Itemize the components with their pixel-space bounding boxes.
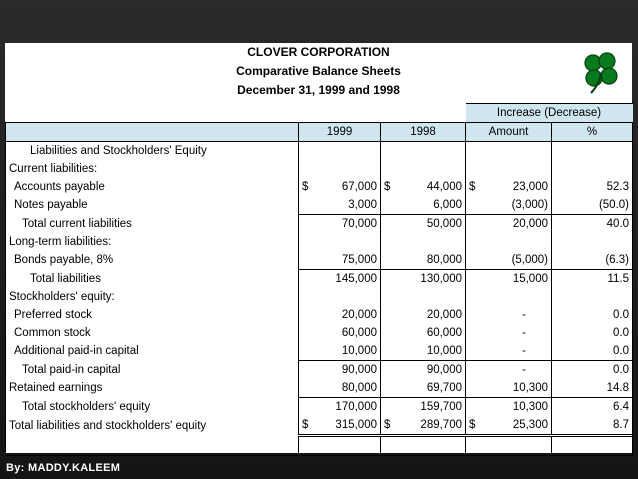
dollar-sign: $ [469, 181, 476, 193]
col-1999: 1999 [299, 123, 381, 142]
cell-value: (50.0) [598, 199, 629, 211]
cell-value: 3,000 [348, 199, 377, 211]
cell-value: 0.0 [613, 364, 629, 376]
row-label: Stockholders' equity: [6, 288, 299, 306]
table-row [6, 398, 633, 417]
cell-value: - [522, 327, 526, 339]
cell-y1998 [381, 398, 466, 417]
cell-value: 6,000 [433, 199, 462, 211]
cell-amount [466, 160, 552, 178]
cell-value: 15,000 [512, 273, 548, 285]
cell-value: 25,300 [512, 419, 548, 431]
dollar-sign: $ [469, 419, 476, 431]
cell-pct [552, 288, 633, 306]
cell-value: (5,000) [511, 254, 548, 266]
cell-amount [466, 416, 552, 436]
cell-amount [466, 178, 552, 196]
cell-y1999 [299, 270, 381, 289]
row-label: Total stockholders' equity [6, 398, 299, 417]
cell-value: 145,000 [335, 273, 377, 285]
cell-value: 60,000 [426, 327, 462, 339]
table-row [6, 178, 633, 196]
cell-value: 20,000 [426, 309, 462, 321]
table-row [6, 379, 633, 398]
row-label: Preferred stock [6, 306, 299, 324]
cell-y1999 [299, 379, 381, 398]
cell-value: - [522, 309, 526, 321]
cell-value: 10,000 [426, 345, 462, 357]
table-row [6, 160, 633, 178]
cell-y1999 [299, 196, 381, 215]
cell-pct [552, 398, 633, 417]
cell-value: 60,000 [341, 327, 377, 339]
cell-value: 70,000 [341, 218, 377, 230]
balance-table [5, 103, 633, 456]
cell-pct [552, 324, 633, 342]
row-label: Retained earnings [6, 379, 299, 398]
table-row [6, 416, 633, 436]
cell-value: 23,000 [512, 181, 548, 193]
cell-y1999 [299, 233, 381, 251]
increase-decrease-header: Increase (Decrease) [466, 104, 633, 123]
cell-value: 52.3 [606, 181, 629, 193]
row-label: Common stock [6, 324, 299, 342]
col-percent: % [552, 123, 633, 142]
cell-amount [466, 379, 552, 398]
cell-pct [552, 270, 633, 289]
cell-amount [466, 324, 552, 342]
cell-pct [552, 233, 633, 251]
cell-pct [552, 416, 633, 436]
cell-value: 67,000 [341, 181, 377, 193]
cell-value: 0.0 [613, 309, 629, 321]
cell-y1999 [299, 215, 381, 234]
clover-icon [577, 49, 625, 97]
cell-y1998 [381, 379, 466, 398]
table-row [6, 251, 633, 270]
cell-pct [552, 342, 633, 361]
company-name: CLOVER CORPORATION [247, 45, 390, 59]
cell-value: 8.7 [613, 419, 629, 431]
cell-pct [552, 215, 633, 234]
row-label: Total current liabilities [6, 215, 299, 234]
header-row [6, 123, 633, 142]
cell-pct [552, 196, 633, 215]
cell-y1999 [299, 324, 381, 342]
cell-value: 14.8 [606, 382, 629, 394]
cell-amount [466, 215, 552, 234]
cell-y1998 [381, 288, 466, 306]
cell-y1999 [299, 160, 381, 178]
cell-y1998 [381, 270, 466, 289]
row-label: Current liabilities: [6, 160, 299, 178]
cell-amount [466, 251, 552, 270]
table-row [6, 361, 633, 380]
cell-value: 10,000 [341, 345, 377, 357]
statement-title: Comparative Balance Sheets [236, 64, 401, 78]
row-label: Additional paid-in capital [6, 342, 299, 361]
cell-value: (6.3) [605, 254, 629, 266]
cell-value: 170,000 [335, 401, 377, 413]
cell-value: 315,000 [335, 419, 377, 431]
table-row [6, 342, 633, 361]
cell-value: 20,000 [341, 309, 377, 321]
cell-value: 130,000 [420, 273, 462, 285]
cell-y1999 [299, 398, 381, 417]
cell-y1999 [299, 251, 381, 270]
cell-value: 0.0 [613, 327, 629, 339]
cell-value: 10,300 [512, 382, 548, 394]
dollar-sign: $ [384, 419, 391, 431]
table-row [6, 233, 633, 251]
statement-date: December 31, 1999 and 1998 [237, 83, 400, 97]
cell-y1998 [381, 306, 466, 324]
section-title: Liabilities and Stockholders' Equity [6, 142, 299, 161]
cell-value: 75,000 [341, 254, 377, 266]
cell-y1999 [299, 178, 381, 196]
row-label: Total liabilities and stockholders' equity [6, 416, 299, 436]
cell-amount [466, 196, 552, 215]
cell-value: - [522, 364, 526, 376]
cell-pct [552, 361, 633, 380]
dollar-sign: $ [384, 181, 391, 193]
cell-y1998 [381, 251, 466, 270]
row-label: Accounts payable [6, 178, 299, 196]
cell-pct [552, 160, 633, 178]
cell-value: 44,000 [426, 181, 462, 193]
dollar-sign: $ [302, 419, 309, 431]
cell-value: 20,000 [512, 218, 548, 230]
cell-pct [552, 251, 633, 270]
cell-value: 289,700 [420, 419, 462, 431]
cell-y1998 [381, 342, 466, 361]
cell-y1998 [381, 215, 466, 234]
row-label: Long-term liabilities: [6, 233, 299, 251]
cell-amount [466, 361, 552, 380]
cell-value: 90,000 [426, 364, 462, 376]
cell-amount [466, 398, 552, 417]
table-row [6, 288, 633, 306]
cell-value: (3,000) [511, 199, 548, 211]
cell-value: 50,000 [426, 218, 462, 230]
table-row [6, 270, 633, 289]
cell-value: 80,000 [426, 254, 462, 266]
cell-value: 80,000 [341, 382, 377, 394]
row-label: Notes payable [6, 196, 299, 215]
table-row [6, 306, 633, 324]
cell-value: - [522, 345, 526, 357]
cell-amount [466, 306, 552, 324]
cell-pct [552, 178, 633, 196]
cell-y1998 [381, 324, 466, 342]
cell-y1998 [381, 160, 466, 178]
cell-amount [466, 233, 552, 251]
dollar-sign: $ [302, 181, 309, 193]
cell-pct [552, 379, 633, 398]
cell-pct [552, 306, 633, 324]
cell-y1999 [299, 342, 381, 361]
cell-y1998 [381, 361, 466, 380]
cell-amount [466, 270, 552, 289]
table-row [6, 324, 633, 342]
cell-value: 90,000 [341, 364, 377, 376]
col-1998: 1998 [381, 123, 466, 142]
blank-row [6, 436, 633, 456]
cell-amount [466, 342, 552, 361]
cell-y1999 [299, 288, 381, 306]
cell-y1999 [299, 416, 381, 436]
header-row-group [6, 104, 633, 123]
cell-value: 40.0 [606, 218, 629, 230]
cell-value: 69,700 [426, 382, 462, 394]
cell-value: 0.0 [613, 345, 629, 357]
cell-value: 6.4 [613, 401, 629, 413]
row-label: Bonds payable, 8% [6, 251, 299, 270]
cell-y1999 [299, 361, 381, 380]
cell-y1998 [381, 196, 466, 215]
cell-y1998 [381, 416, 466, 436]
cell-value: 11.5 [607, 273, 629, 285]
row-label: Total liabilities [6, 270, 299, 289]
table-row [6, 215, 633, 234]
col-amount: Amount [466, 123, 552, 142]
cell-y1998 [381, 233, 466, 251]
cell-value: 10,300 [512, 401, 548, 413]
row-label: Total paid-in capital [6, 361, 299, 380]
table-row [6, 196, 633, 215]
author-credit: By: MADDY.KALEEM [6, 462, 121, 474]
cell-amount [466, 288, 552, 306]
balance-sheet [5, 43, 632, 453]
cell-y1998 [381, 178, 466, 196]
cell-y1999 [299, 306, 381, 324]
cell-value: 159,700 [420, 401, 462, 413]
section-title-row [6, 142, 633, 161]
